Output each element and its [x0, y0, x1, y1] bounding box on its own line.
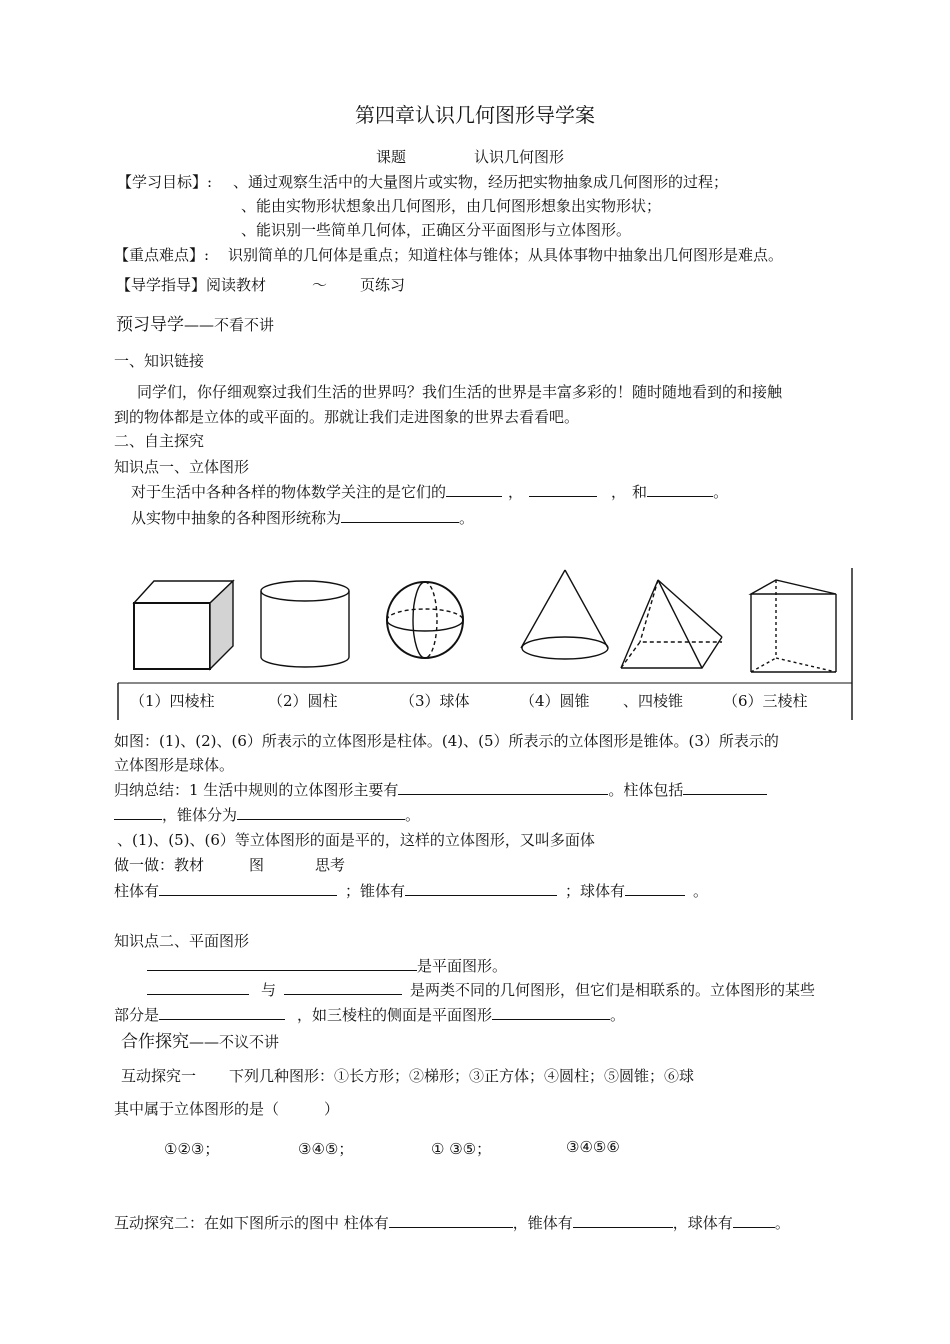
answer-blank[interactable]	[284, 979, 402, 995]
practice-figure: 图	[249, 856, 265, 874]
answer-blank[interactable]	[529, 481, 597, 497]
practice-ball-label: ；球体有	[565, 882, 626, 900]
activity1-text: 下列几种图形：①长方形；②梯形；③正方体；④圆柱；⑤圆锥；⑥球	[229, 1067, 695, 1085]
answer-blank[interactable]	[389, 1212, 513, 1228]
kp1-q1-end: 。	[713, 483, 729, 501]
activity1-label: 互动探究一	[121, 1067, 197, 1085]
answer-blank[interactable]	[446, 481, 502, 497]
activity2-end: 。	[774, 1214, 790, 1232]
objective-item: 、能识别一些简单几何体，正确区分平面图形与立体图形。	[241, 221, 632, 239]
preview-title: 预习导学	[116, 315, 184, 335]
practice-think: 思考	[315, 856, 346, 874]
kp2-line3	[114, 1004, 625, 1025]
figure-caption: （6）三棱柱	[723, 692, 808, 710]
activity2-ball: ，球体有	[672, 1214, 733, 1232]
practice-cylinder-label: 柱体有	[114, 882, 160, 900]
activity1-option[interactable]: ① ③⑤；	[431, 1140, 492, 1158]
summary-cone-prefix: ，锥体分为	[162, 806, 238, 824]
activity1-question: 其中属于立体图形的是（ ）	[114, 1100, 340, 1118]
figure-caption: （4）圆锥	[520, 692, 590, 710]
answer-blank[interactable]	[492, 1004, 610, 1020]
subject-label: 课题	[376, 148, 407, 166]
cone-shape	[521, 570, 608, 659]
figure-caption: （1）四棱柱	[130, 692, 215, 710]
summary-line1	[114, 779, 767, 800]
objective-item: 、能由实物形状想象出几何图形，由几何图形想象出实物形状；	[241, 197, 662, 215]
activity1-option[interactable]: ①②③；	[164, 1140, 220, 1158]
coop-heading	[121, 1027, 279, 1052]
answer-blank[interactable]	[405, 880, 557, 896]
answer-blank[interactable]	[237, 804, 405, 820]
answer-blank[interactable]	[573, 1212, 673, 1228]
section1-paragraph-line1: 同学们，你仔细观察过我们生活的世界吗？我们生活的世界是丰富多彩的！随时随地看到的和接触	[137, 383, 783, 401]
figure-caption: （2）圆柱	[268, 692, 338, 710]
guidance-label: 【导学指导】阅读教材	[116, 276, 267, 294]
section1-paragraph-line2: 到的物体都是立体的或平面的。那就让我们走进图象的世界去看看吧。	[114, 408, 580, 426]
kp2-line3-mid: ，如三棱柱的侧面是平面图形	[297, 1006, 493, 1024]
triangular-prism-shape	[751, 580, 836, 672]
kp2-line1	[147, 955, 507, 976]
kp2-line3-end: 。	[610, 1006, 626, 1024]
coop-title: 合作探究	[121, 1032, 189, 1052]
page-title: 第四章认识几何图形导学案	[355, 103, 595, 127]
keypoints-label: 【重点难点】:	[114, 246, 210, 264]
kp1-q1-text: 对于生活中各种各样的物体数学关注的是它们的	[131, 483, 447, 501]
summary-mid: 。柱体包括	[608, 781, 684, 799]
activity2-cone: ，锥体有	[512, 1214, 573, 1232]
summary-cone-end: 。	[405, 806, 421, 824]
answer-blank[interactable]	[159, 880, 337, 896]
preview-heading	[116, 310, 274, 335]
answer-blank[interactable]	[683, 779, 767, 795]
figure-caption: （3）球体	[400, 692, 470, 710]
coop-sub: 不议不讲	[219, 1033, 280, 1051]
kp1-heading: 知识点一、立体图形	[114, 458, 250, 476]
keypoints-text: 识别简单的几何体是重点；知道柱体与锥体；从具体事物中抽象出几何图形是难点。	[228, 246, 784, 264]
answer-blank[interactable]	[733, 1212, 775, 1228]
kp1-q1-comma: ，	[611, 483, 627, 501]
kp1-question1	[131, 481, 728, 502]
objective-item: 、通过观察生活中的大量图片或实物，经历把实物抽象成几何图形的过程；	[233, 173, 729, 191]
practice-label: 做一做：教材	[114, 856, 205, 874]
answer-blank[interactable]	[147, 979, 249, 995]
practice-answers	[114, 880, 708, 901]
cube-shape	[134, 581, 233, 669]
answer-blank[interactable]	[341, 507, 459, 523]
kp2-line3-prefix: 部分是	[114, 1006, 160, 1024]
activity1-option[interactable]: ③④⑤；	[298, 1140, 354, 1158]
answer-blank[interactable]	[114, 804, 162, 820]
kp1-question2	[131, 507, 474, 528]
coop-dash: ——	[189, 1033, 219, 1051]
kp2-heading: 知识点二、平面图形	[114, 932, 250, 950]
summary-line2	[114, 804, 420, 825]
pyramid-shape	[621, 580, 722, 668]
answer-blank[interactable]	[147, 955, 417, 971]
summary-prefix: 归纳总结：1 生活中规则的立体图形主要有	[114, 781, 399, 799]
preview-dash: ——	[184, 316, 214, 334]
activity2-line	[114, 1212, 790, 1233]
kp1-q1-comma: ，	[508, 483, 524, 501]
guidance-suffix: 页练习	[360, 276, 406, 294]
objectives-label: 【学习目标】:	[117, 173, 213, 191]
answer-blank[interactable]	[398, 779, 608, 795]
answer-blank[interactable]	[159, 1004, 285, 1020]
figure-description-line2: 立体图形是球体。	[114, 756, 235, 774]
kp2-line2	[147, 979, 815, 1000]
practice-cone-label: ；锥体有	[345, 882, 406, 900]
kp1-q2-end: 。	[459, 509, 475, 527]
subject-value: 认识几何图形	[474, 148, 565, 166]
figure-caption: 、四棱锥	[623, 692, 684, 710]
sphere-shape	[387, 582, 463, 658]
kp2-line2-with: 与	[261, 981, 277, 999]
solids-figure	[110, 560, 860, 720]
answer-blank[interactable]	[647, 481, 713, 497]
activity2-prefix: 互动探究二：在如下图所示的图中 柱体有	[114, 1214, 389, 1232]
section1-heading: 一、知识链接	[114, 352, 205, 370]
preview-sub: 不看不讲	[214, 316, 275, 334]
kp2-line1-end: 是平面图形。	[417, 957, 508, 975]
practice-end: 。	[693, 882, 709, 900]
answer-blank[interactable]	[625, 880, 685, 896]
cylinder-shape	[261, 581, 349, 667]
guidance-tilde: ～	[312, 276, 328, 294]
activity1-option[interactable]: ③④⑤⑥	[566, 1138, 620, 1156]
kp1-q1-and: 和	[632, 483, 648, 501]
kp2-line2-text: 是两类不同的几何图形，但它们是相联系的。立体图形的某些	[410, 981, 816, 999]
kp1-q2-text: 从实物中抽象的各种图形统称为	[131, 509, 342, 527]
section2-heading: 二、自主探究	[114, 432, 205, 450]
summary-polyhedron: 、(1)、(5)、(6）等立体图形的面是平的，这样的立体图形，又叫多面体	[117, 831, 595, 849]
figure-description-line1: 如图：(1)、(2)、(6）所表示的立体图形是柱体。(4)、(5）所表示的立体图形是锥体。(3）所表示的	[114, 732, 779, 750]
